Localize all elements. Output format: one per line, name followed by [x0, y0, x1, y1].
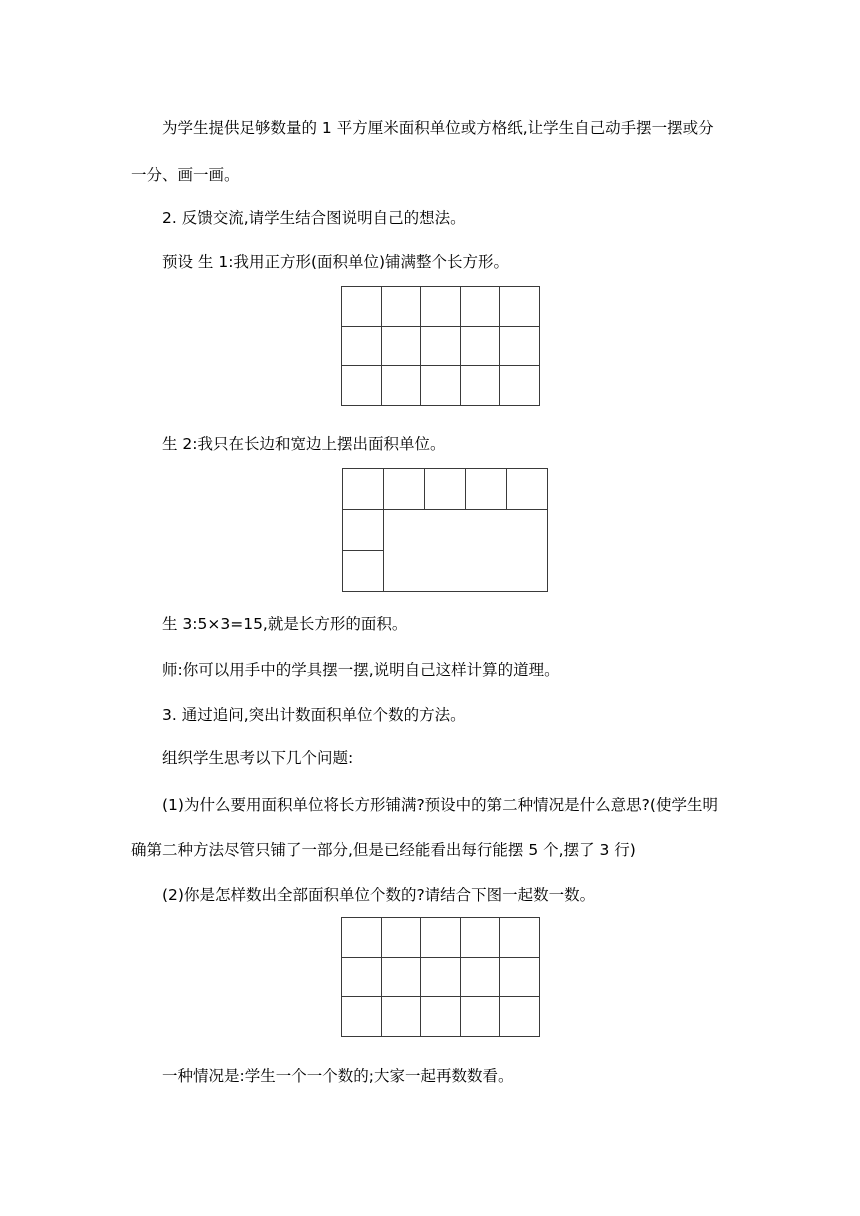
paragraph-questions-intro: 组织学生思考以下几个问题: — [162, 749, 354, 767]
paragraph-student3: 生 3:5×3=15,就是长方形的面积。 — [162, 615, 408, 633]
full-grid-figure-1 — [341, 286, 540, 406]
paragraph-teacher: 师:你可以用手中的学具摆一摆,说明自己这样计算的道理。 — [162, 661, 560, 679]
paragraph-question1-line2: 确第二种方法尽管只铺了一部分,但是已经能看出每行能摆 5 个,摆了 3 行) — [131, 841, 636, 859]
paragraph-materials-line2: 一分、画一画。 — [131, 166, 240, 184]
paragraph-student2: 生 2:我只在长边和宽边上摆出面积单位。 — [162, 435, 446, 453]
paragraph-question1-line1: (1)为什么要用面积单位将长方形铺满?预设中的第二种情况是什么意思?(使学生明 — [162, 796, 718, 814]
paragraph-followup: 3. 通过追问,突出计数面积单位个数的方法。 — [162, 706, 466, 724]
paragraph-counting: 一种情况是:学生一个一个数的;大家一起再数数看。 — [162, 1067, 514, 1085]
paragraph-student1: 预设 生 1:我用正方形(面积单位)铺满整个长方形。 — [162, 253, 510, 271]
partial-grid-figure — [342, 468, 548, 592]
paragraph-question2: (2)你是怎样数出全部面积单位个数的?请结合下图一起数一数。 — [162, 886, 596, 904]
full-grid-figure-2 — [341, 917, 540, 1037]
paragraph-materials-line1: 为学生提供足够数量的 1 平方厘米面积单位或方格纸,让学生自己动手摆一摆或分 — [162, 119, 714, 137]
paragraph-feedback: 2. 反馈交流,请学生结合图说明自己的想法。 — [162, 209, 466, 227]
